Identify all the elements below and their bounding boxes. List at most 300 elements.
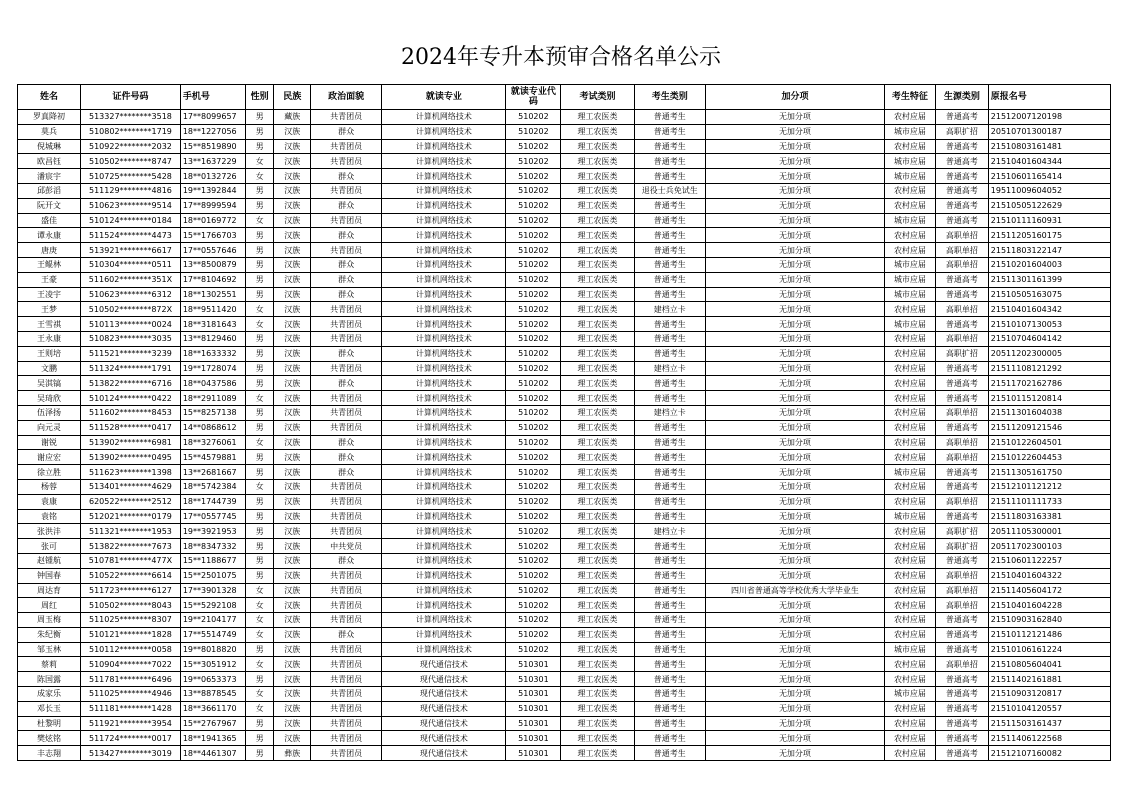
cell-name: 唐庚 xyxy=(18,243,81,258)
cell-gender: 男 xyxy=(245,346,273,361)
cell-source-category: 普通高考 xyxy=(935,731,988,746)
cell-political-status: 群众 xyxy=(311,435,382,450)
cell-candidate-type: 普通考生 xyxy=(634,376,705,391)
cell-id-number: 511602********8453 xyxy=(81,405,181,420)
cell-name: 周玉梅 xyxy=(18,613,81,628)
cell-exam-category: 理工农医类 xyxy=(561,583,634,598)
cell-candidate-feature: 城市应届 xyxy=(885,642,936,657)
cell-gender: 男 xyxy=(245,568,273,583)
cell-name: 袁铭 xyxy=(18,509,81,524)
cell-phone: 17**0557646 xyxy=(180,243,245,258)
cell-id-number: 511129********4816 xyxy=(81,183,181,198)
cell-candidate-type: 普通考生 xyxy=(634,435,705,450)
cell-major-code: 510202 xyxy=(506,642,561,657)
table-row xyxy=(18,509,1111,524)
cell-bonus: 无加分项 xyxy=(705,198,884,213)
cell-source-category: 普通高考 xyxy=(935,183,988,198)
cell-source-category: 普通高考 xyxy=(935,716,988,731)
cell-bonus: 无加分项 xyxy=(705,405,884,420)
cell-name: 吴淇镐 xyxy=(18,376,81,391)
cell-registration-no: 21510122604501 xyxy=(988,435,1110,450)
cell-major-code: 510202 xyxy=(506,553,561,568)
cell-ethnicity: 汉族 xyxy=(274,154,311,169)
cell-id-number: 511324********1791 xyxy=(81,361,181,376)
cell-candidate-type: 普通考生 xyxy=(634,391,705,406)
cell-candidate-type: 建档立卡 xyxy=(634,405,705,420)
cell-candidate-feature: 农村应届 xyxy=(885,627,936,642)
cell-registration-no: 21510401604344 xyxy=(988,154,1110,169)
table-row xyxy=(18,228,1111,243)
cell-political-status: 共青团员 xyxy=(311,391,382,406)
cell-phone: 15**3051912 xyxy=(180,657,245,672)
cell-registration-no: 21510805604041 xyxy=(988,657,1110,672)
cell-ethnicity: 汉族 xyxy=(274,169,311,184)
cell-ethnicity: 汉族 xyxy=(274,509,311,524)
cell-source-category: 普通高考 xyxy=(935,687,988,702)
cell-id-number: 513902********6981 xyxy=(81,435,181,450)
cell-registration-no: 21512007120198 xyxy=(988,110,1110,125)
cell-source-category: 普通高考 xyxy=(935,613,988,628)
cell-major: 计算机网络技术 xyxy=(382,376,506,391)
cell-source-category: 普通高考 xyxy=(935,139,988,154)
cell-major-code: 510202 xyxy=(506,213,561,228)
cell-major-code: 510202 xyxy=(506,405,561,420)
cell-exam-category: 理工农医类 xyxy=(561,405,634,420)
cell-exam-category: 理工农医类 xyxy=(561,287,634,302)
cell-candidate-feature: 农村应届 xyxy=(885,479,936,494)
cell-id-number: 510304********0511 xyxy=(81,257,181,272)
cell-source-category: 普通高考 xyxy=(935,198,988,213)
cell-major-code: 510202 xyxy=(506,228,561,243)
cell-phone: 19**2104177 xyxy=(180,613,245,628)
cell-political-status: 共青团员 xyxy=(311,642,382,657)
cell-id-number: 510124********0422 xyxy=(81,391,181,406)
cell-bonus: 无加分项 xyxy=(705,420,884,435)
cell-major: 计算机网络技术 xyxy=(382,243,506,258)
cell-candidate-feature: 农村应届 xyxy=(885,243,936,258)
cell-political-status: 群众 xyxy=(311,465,382,480)
cell-major-code: 510202 xyxy=(506,598,561,613)
cell-major-code: 510301 xyxy=(506,672,561,687)
header-name: 姓名 xyxy=(18,85,81,110)
cell-political-status: 共青团员 xyxy=(311,183,382,198)
cell-ethnicity: 汉族 xyxy=(274,687,311,702)
cell-exam-category: 理工农医类 xyxy=(561,361,634,376)
cell-candidate-type: 普通考生 xyxy=(634,287,705,302)
header-row xyxy=(18,85,1111,110)
cell-name: 邹玉林 xyxy=(18,642,81,657)
cell-ethnicity: 汉族 xyxy=(274,198,311,213)
cell-major: 计算机网络技术 xyxy=(382,494,506,509)
cell-ethnicity: 汉族 xyxy=(274,583,311,598)
cell-source-category: 高职单招 xyxy=(935,243,988,258)
cell-political-status: 共青团员 xyxy=(311,243,382,258)
cell-id-number: 513427********3019 xyxy=(81,746,181,761)
cell-major: 计算机网络技术 xyxy=(382,405,506,420)
cell-bonus: 无加分项 xyxy=(705,391,884,406)
table-row xyxy=(18,169,1111,184)
cell-registration-no: 21510115120814 xyxy=(988,391,1110,406)
cell-major-code: 510301 xyxy=(506,746,561,761)
table-row xyxy=(18,346,1111,361)
cell-political-status: 共青团员 xyxy=(311,613,382,628)
cell-phone: 15**5292108 xyxy=(180,598,245,613)
cell-bonus: 无加分项 xyxy=(705,716,884,731)
cell-candidate-feature: 农村应届 xyxy=(885,701,936,716)
header-gender: 性别 xyxy=(245,85,273,110)
cell-bonus: 无加分项 xyxy=(705,154,884,169)
cell-id-number: 510113********0024 xyxy=(81,317,181,332)
table-row xyxy=(18,672,1111,687)
cell-gender: 男 xyxy=(245,183,273,198)
cell-gender: 男 xyxy=(245,139,273,154)
cell-bonus: 无加分项 xyxy=(705,657,884,672)
table-row xyxy=(18,198,1111,213)
cell-candidate-feature: 农村应届 xyxy=(885,613,936,628)
cell-candidate-feature: 城市应届 xyxy=(885,124,936,139)
cell-exam-category: 理工农医类 xyxy=(561,731,634,746)
cell-exam-category: 理工农医类 xyxy=(561,213,634,228)
cell-exam-category: 理工农医类 xyxy=(561,243,634,258)
cell-name: 文鹏 xyxy=(18,361,81,376)
cell-major: 计算机网络技术 xyxy=(382,331,506,346)
cell-major-code: 510202 xyxy=(506,154,561,169)
cell-gender: 男 xyxy=(245,287,273,302)
table-row xyxy=(18,420,1111,435)
cell-phone: 13**1637229 xyxy=(180,154,245,169)
cell-name: 吴琦欣 xyxy=(18,391,81,406)
header-registration-no: 原报名号 xyxy=(988,85,1110,110)
cell-major-code: 510202 xyxy=(506,287,561,302)
cell-candidate-type: 退役士兵免试生 xyxy=(634,183,705,198)
cell-candidate-type: 普通考生 xyxy=(634,450,705,465)
cell-political-status: 共青团员 xyxy=(311,731,382,746)
cell-gender: 女 xyxy=(245,613,273,628)
cell-phone: 17**8104692 xyxy=(180,272,245,287)
cell-bonus: 无加分项 xyxy=(705,627,884,642)
table-row xyxy=(18,183,1111,198)
cell-bonus: 无加分项 xyxy=(705,124,884,139)
cell-candidate-feature: 农村应届 xyxy=(885,583,936,598)
cell-bonus: 无加分项 xyxy=(705,317,884,332)
table-row xyxy=(18,139,1111,154)
cell-id-number: 511623********1398 xyxy=(81,465,181,480)
cell-political-status: 共青团员 xyxy=(311,317,382,332)
cell-major-code: 510202 xyxy=(506,346,561,361)
cell-ethnicity: 汉族 xyxy=(274,302,311,317)
cell-candidate-feature: 城市应届 xyxy=(885,317,936,332)
cell-candidate-type: 普通考生 xyxy=(634,642,705,657)
cell-political-status: 共青团员 xyxy=(311,405,382,420)
cell-major: 计算机网络技术 xyxy=(382,553,506,568)
cell-source-category: 高职单招 xyxy=(935,228,988,243)
cell-major-code: 510202 xyxy=(506,391,561,406)
cell-id-number: 510124********0184 xyxy=(81,213,181,228)
cell-exam-category: 理工农医类 xyxy=(561,110,634,125)
cell-bonus: 无加分项 xyxy=(705,701,884,716)
cell-ethnicity: 汉族 xyxy=(274,627,311,642)
cell-bonus: 无加分项 xyxy=(705,257,884,272)
cell-source-category: 高职扩招 xyxy=(935,124,988,139)
cell-candidate-type: 普通考生 xyxy=(634,272,705,287)
cell-name: 谢应宏 xyxy=(18,450,81,465)
cell-candidate-type: 普通考生 xyxy=(634,716,705,731)
cell-major-code: 510202 xyxy=(506,110,561,125)
cell-political-status: 共青团员 xyxy=(311,154,382,169)
table-row xyxy=(18,479,1111,494)
table-row xyxy=(18,494,1111,509)
cell-major-code: 510202 xyxy=(506,361,561,376)
cell-source-category: 普通高考 xyxy=(935,509,988,524)
table-row xyxy=(18,642,1111,657)
cell-registration-no: 21510201604003 xyxy=(988,257,1110,272)
cell-gender: 男 xyxy=(245,465,273,480)
cell-candidate-type: 普通考生 xyxy=(634,494,705,509)
cell-name: 周达育 xyxy=(18,583,81,598)
cell-candidate-type: 普通考生 xyxy=(634,243,705,258)
cell-bonus: 无加分项 xyxy=(705,228,884,243)
cell-bonus: 无加分项 xyxy=(705,613,884,628)
cell-major-code: 510301 xyxy=(506,716,561,731)
cell-name: 杨蓉 xyxy=(18,479,81,494)
cell-registration-no: 21512107160082 xyxy=(988,746,1110,761)
cell-political-status: 共青团员 xyxy=(311,361,382,376)
cell-source-category: 普通高考 xyxy=(935,272,988,287)
cell-major: 计算机网络技术 xyxy=(382,465,506,480)
cell-candidate-type: 普通考生 xyxy=(634,672,705,687)
cell-gender: 男 xyxy=(245,494,273,509)
cell-phone: 15**1766703 xyxy=(180,228,245,243)
cell-ethnicity: 汉族 xyxy=(274,435,311,450)
cell-major-code: 510202 xyxy=(506,272,561,287)
cell-gender: 男 xyxy=(245,405,273,420)
cell-source-category: 普通高考 xyxy=(935,169,988,184)
cell-registration-no: 21511503161437 xyxy=(988,716,1110,731)
cell-phone: 15**2501075 xyxy=(180,568,245,583)
cell-id-number: 511724********0017 xyxy=(81,731,181,746)
cell-gender: 男 xyxy=(245,257,273,272)
cell-phone: 13**8500879 xyxy=(180,257,245,272)
cell-exam-category: 理工农医类 xyxy=(561,376,634,391)
cell-registration-no: 21511205160175 xyxy=(988,228,1110,243)
cell-bonus: 无加分项 xyxy=(705,509,884,524)
cell-ethnicity: 汉族 xyxy=(274,124,311,139)
cell-registration-no: 21510401604342 xyxy=(988,302,1110,317)
cell-id-number: 510121********1828 xyxy=(81,627,181,642)
cell-bonus: 无加分项 xyxy=(705,465,884,480)
cell-name: 谭永康 xyxy=(18,228,81,243)
cell-major-code: 510202 xyxy=(506,465,561,480)
header-political-status: 政治面貌 xyxy=(311,85,382,110)
cell-ethnicity: 汉族 xyxy=(274,376,311,391)
table-row xyxy=(18,568,1111,583)
table-row xyxy=(18,435,1111,450)
cell-gender: 男 xyxy=(245,331,273,346)
cell-political-status: 共青团员 xyxy=(311,524,382,539)
cell-name: 王豪 xyxy=(18,272,81,287)
cell-source-category: 高职单招 xyxy=(935,583,988,598)
cell-candidate-type: 普通考生 xyxy=(634,213,705,228)
cell-ethnicity: 汉族 xyxy=(274,553,311,568)
cell-major-code: 510202 xyxy=(506,509,561,524)
cell-candidate-type: 建档立卡 xyxy=(634,524,705,539)
cell-bonus: 无加分项 xyxy=(705,376,884,391)
cell-ethnicity: 汉族 xyxy=(274,331,311,346)
cell-gender: 男 xyxy=(245,228,273,243)
cell-exam-category: 理工农医类 xyxy=(561,302,634,317)
cell-name: 钟国春 xyxy=(18,568,81,583)
cell-phone: 18**8347332 xyxy=(180,539,245,554)
cell-name: 倪城琳 xyxy=(18,139,81,154)
cell-id-number: 510802********1719 xyxy=(81,124,181,139)
cell-ethnicity: 汉族 xyxy=(274,524,311,539)
cell-phone: 19**8018820 xyxy=(180,642,245,657)
cell-phone: 15**8257138 xyxy=(180,405,245,420)
cell-id-number: 511025********8307 xyxy=(81,613,181,628)
cell-candidate-type: 普通考生 xyxy=(634,479,705,494)
cell-exam-category: 理工农医类 xyxy=(561,539,634,554)
cell-name: 邓长玉 xyxy=(18,701,81,716)
cell-id-number: 511921********3954 xyxy=(81,716,181,731)
cell-major: 现代通信技术 xyxy=(382,716,506,731)
cell-exam-category: 理工农医类 xyxy=(561,509,634,524)
cell-id-number: 513822********7673 xyxy=(81,539,181,554)
cell-id-number: 513401********4629 xyxy=(81,479,181,494)
cell-gender: 女 xyxy=(245,317,273,332)
cell-political-status: 共青团员 xyxy=(311,583,382,598)
cell-gender: 女 xyxy=(245,657,273,672)
cell-phone: 13**8129460 xyxy=(180,331,245,346)
cell-bonus: 无加分项 xyxy=(705,169,884,184)
cell-political-status: 共青团员 xyxy=(311,139,382,154)
cell-political-status: 共青团员 xyxy=(311,509,382,524)
cell-ethnicity: 汉族 xyxy=(274,257,311,272)
table-row xyxy=(18,657,1111,672)
cell-id-number: 510623********6312 xyxy=(81,287,181,302)
cell-political-status: 共青团员 xyxy=(311,568,382,583)
cell-source-category: 普通高考 xyxy=(935,376,988,391)
cell-bonus: 无加分项 xyxy=(705,110,884,125)
cell-exam-category: 理工农医类 xyxy=(561,716,634,731)
cell-ethnicity: 汉族 xyxy=(274,494,311,509)
cell-source-category: 高职单招 xyxy=(935,331,988,346)
cell-id-number: 510502********872X xyxy=(81,302,181,317)
cell-major-code: 510202 xyxy=(506,183,561,198)
cell-registration-no: 21512101121212 xyxy=(988,479,1110,494)
cell-gender: 女 xyxy=(245,598,273,613)
cell-id-number: 511181********1428 xyxy=(81,701,181,716)
cell-name: 张可 xyxy=(18,539,81,554)
cell-phone: 19**3921953 xyxy=(180,524,245,539)
cell-ethnicity: 汉族 xyxy=(274,598,311,613)
cell-id-number: 510781********477X xyxy=(81,553,181,568)
cell-ethnicity: 汉族 xyxy=(274,642,311,657)
cell-name: 周红 xyxy=(18,598,81,613)
cell-major: 计算机网络技术 xyxy=(382,213,506,228)
table-row xyxy=(18,124,1111,139)
cell-registration-no: 21510401604228 xyxy=(988,598,1110,613)
cell-candidate-type: 普通考生 xyxy=(634,228,705,243)
table-row xyxy=(18,405,1111,420)
cell-gender: 男 xyxy=(245,110,273,125)
cell-candidate-type: 普通考生 xyxy=(634,687,705,702)
cell-bonus: 无加分项 xyxy=(705,287,884,302)
cell-major-code: 510202 xyxy=(506,568,561,583)
cell-major-code: 510202 xyxy=(506,331,561,346)
cell-source-category: 普通高考 xyxy=(935,361,988,376)
cell-major-code: 510301 xyxy=(506,701,561,716)
cell-major-code: 510202 xyxy=(506,450,561,465)
cell-major: 现代通信技术 xyxy=(382,746,506,761)
cell-name: 王则培 xyxy=(18,346,81,361)
cell-phone: 18**1227056 xyxy=(180,124,245,139)
cell-major: 计算机网络技术 xyxy=(382,124,506,139)
table-row xyxy=(18,110,1111,125)
cell-major: 计算机网络技术 xyxy=(382,435,506,450)
cell-ethnicity: 汉族 xyxy=(274,287,311,302)
cell-phone: 18**1941365 xyxy=(180,731,245,746)
cell-exam-category: 理工农医类 xyxy=(561,642,634,657)
cell-registration-no: 21511101111733 xyxy=(988,494,1110,509)
table-row xyxy=(18,376,1111,391)
cell-political-status: 共青团员 xyxy=(311,213,382,228)
cell-registration-no: 21511301161399 xyxy=(988,272,1110,287)
cell-candidate-feature: 农村应届 xyxy=(885,228,936,243)
cell-id-number: 510623********9514 xyxy=(81,198,181,213)
cell-exam-category: 理工农医类 xyxy=(561,687,634,702)
cell-political-status: 共青团员 xyxy=(311,598,382,613)
cell-ethnicity: 汉族 xyxy=(274,391,311,406)
table-row xyxy=(18,539,1111,554)
cell-id-number: 513822********6716 xyxy=(81,376,181,391)
cell-exam-category: 理工农医类 xyxy=(561,346,634,361)
cell-gender: 女 xyxy=(245,154,273,169)
cell-political-status: 群众 xyxy=(311,450,382,465)
cell-id-number: 620522********2512 xyxy=(81,494,181,509)
cell-phone: 18**9511420 xyxy=(180,302,245,317)
table-row xyxy=(18,213,1111,228)
cell-major: 计算机网络技术 xyxy=(382,420,506,435)
cell-candidate-feature: 农村应届 xyxy=(885,110,936,125)
cell-phone: 17**0557745 xyxy=(180,509,245,524)
cell-exam-category: 理工农医类 xyxy=(561,746,634,761)
roster-table xyxy=(17,84,1111,761)
cell-registration-no: 21511803163381 xyxy=(988,509,1110,524)
cell-candidate-feature: 农村应届 xyxy=(885,331,936,346)
cell-name: 潘宸宇 xyxy=(18,169,81,184)
cell-major-code: 510301 xyxy=(506,687,561,702)
cell-source-category: 高职扩招 xyxy=(935,346,988,361)
cell-bonus: 无加分项 xyxy=(705,302,884,317)
cell-id-number: 510823********3035 xyxy=(81,331,181,346)
cell-id-number: 511528********0417 xyxy=(81,420,181,435)
cell-name: 伍泽扬 xyxy=(18,405,81,420)
cell-gender: 男 xyxy=(245,746,273,761)
cell-exam-category: 理工农医类 xyxy=(561,272,634,287)
cell-gender: 女 xyxy=(245,302,273,317)
cell-phone: 19**1392844 xyxy=(180,183,245,198)
cell-ethnicity: 汉族 xyxy=(274,465,311,480)
page-title: 2024年专升本预审合格名单公示 xyxy=(401,45,721,70)
cell-exam-category: 理工农医类 xyxy=(561,420,634,435)
cell-ethnicity: 汉族 xyxy=(274,731,311,746)
cell-ethnicity: 汉族 xyxy=(274,657,311,672)
cell-political-status: 群众 xyxy=(311,376,382,391)
cell-source-category: 高职单招 xyxy=(935,405,988,420)
cell-major: 计算机网络技术 xyxy=(382,642,506,657)
cell-major-code: 510202 xyxy=(506,257,561,272)
cell-id-number: 511602********351X xyxy=(81,272,181,287)
